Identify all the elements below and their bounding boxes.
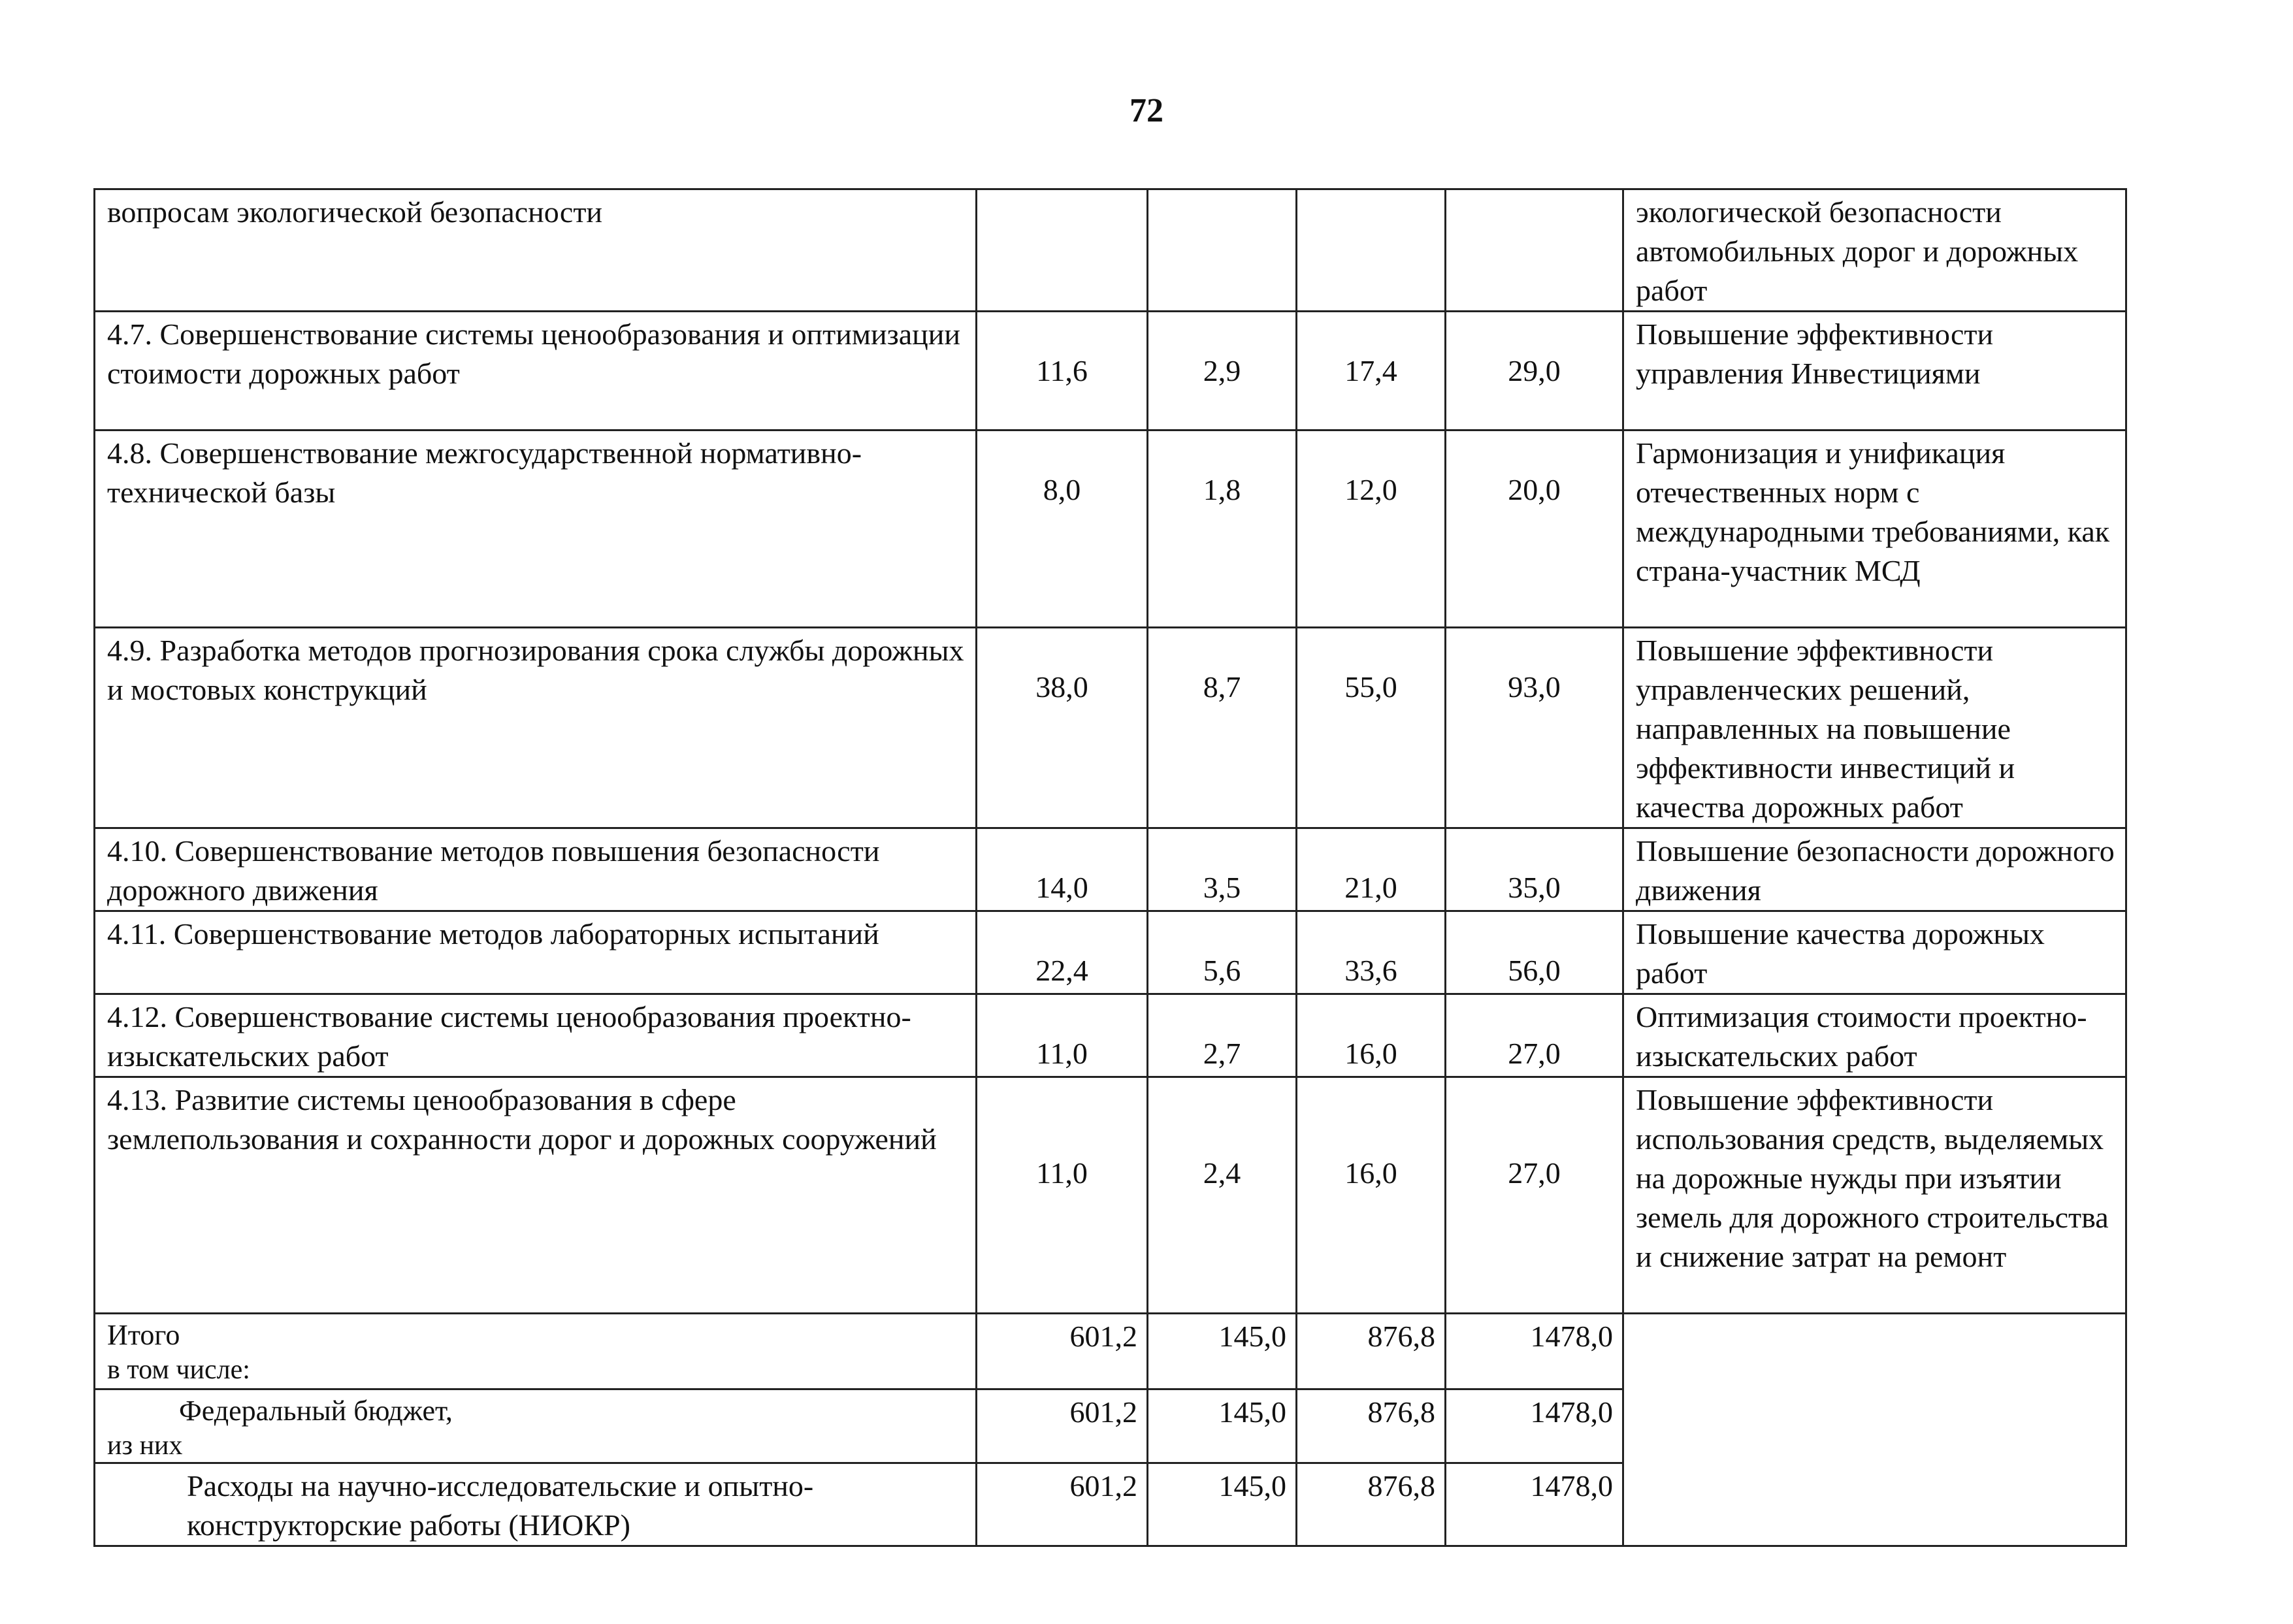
totals-value-1: 601,2	[977, 1314, 1148, 1389]
table-row	[95, 994, 2126, 1077]
totals-value-4: 1478,0	[1446, 1314, 1623, 1389]
row-value-2: 2,9	[1148, 312, 1297, 430]
page-number: 72	[1130, 92, 1163, 129]
row-value-1	[977, 189, 1148, 312]
row-name: 4.7. Совершенствование системы ценообразования и оптимизации стоимости дорожных работ	[95, 312, 977, 430]
row-name: 4.10. Совершенствование методов повышения безопасности дорожного движения	[95, 828, 977, 911]
row-result: Оптимизация стоимости проектно-изыскательских работ	[1623, 994, 2126, 1077]
federal-budget-value-4: 1478,0	[1446, 1389, 1623, 1463]
row-value-3: 16,0	[1297, 994, 1446, 1077]
row-name: 4.12. Совершенствование системы ценообразования проектно-изыскательских работ	[95, 994, 977, 1077]
totals-row	[95, 1314, 2126, 1389]
federal-budget-value-1: 601,2	[977, 1389, 1148, 1463]
row-value-4: 29,0	[1446, 312, 1623, 430]
totals-value-2: 145,0	[1148, 1314, 1297, 1389]
totals-label: Итого	[107, 1319, 180, 1351]
table-row	[95, 911, 2126, 994]
row-result: экологической безопасности автомобильных дорог и дорожных работ	[1623, 189, 2126, 312]
totals-value-3: 876,8	[1297, 1314, 1446, 1389]
row-value-4: 27,0	[1446, 1077, 1623, 1314]
niokr-label: Расходы на научно-исследовательские и опытно-конструкторские работы (НИОКР)	[95, 1463, 977, 1546]
row-value-1: 14,0	[977, 828, 1148, 911]
row-value-3: 17,4	[1297, 312, 1446, 430]
niokr-value-4: 1478,0	[1446, 1463, 1623, 1546]
row-value-2: 1,8	[1148, 430, 1297, 628]
totals-label-cell	[95, 1314, 977, 1389]
row-value-3: 12,0	[1297, 430, 1446, 628]
row-name: 4.8. Совершенствование межгосударственной нормативно-технической базы	[95, 430, 977, 628]
row-name: вопросам экологической безопасности	[95, 189, 977, 312]
row-value-3: 21,0	[1297, 828, 1446, 911]
table-row	[95, 189, 2126, 312]
row-value-1: 11,0	[977, 1077, 1148, 1314]
row-value-4	[1446, 189, 1623, 312]
row-value-2: 2,4	[1148, 1077, 1297, 1314]
row-value-2: 3,5	[1148, 828, 1297, 911]
row-result: Повышение эффективности управленческих решений, направленных на повышение эффективности инвестиций и качества дорожных работ	[1623, 628, 2126, 828]
row-value-4: 56,0	[1446, 911, 1623, 994]
table-row	[95, 828, 2126, 911]
federal-budget-label-cell	[95, 1389, 977, 1463]
program-table-container	[93, 188, 2125, 1547]
row-result: Повышение эффективности использования средств, выделяемых на дорожные нужды при изъятии земель для дорожного строительства и снижение затрат на ремонт	[1623, 1077, 2126, 1314]
table-row	[95, 312, 2126, 430]
row-value-2: 8,7	[1148, 628, 1297, 828]
federal-budget-sub-label: из них	[107, 1431, 183, 1461]
row-result: Повышение эффективности управления Инвестициями	[1623, 312, 2126, 430]
row-name: 4.9. Разработка методов прогнозирования срока службы дорожных и мостовых конструкций	[95, 628, 977, 828]
row-value-4: 27,0	[1446, 994, 1623, 1077]
row-value-1: 11,6	[977, 312, 1148, 430]
row-value-4: 35,0	[1446, 828, 1623, 911]
row-value-2: 2,7	[1148, 994, 1297, 1077]
row-name: 4.11. Совершенствование методов лабораторных испытаний	[95, 911, 977, 994]
row-value-1: 38,0	[977, 628, 1148, 828]
row-name: 4.13. Развитие системы ценообразования в сфере землепользования и сохранности дорог и дорожных сооружений	[95, 1077, 977, 1314]
table-row	[95, 628, 2126, 828]
federal-budget-value-2: 145,0	[1148, 1389, 1297, 1463]
row-value-3: 55,0	[1297, 628, 1446, 828]
niokr-value-1: 601,2	[977, 1463, 1148, 1546]
table-row	[95, 430, 2126, 628]
row-value-2: 5,6	[1148, 911, 1297, 994]
row-result: Повышение безопасности дорожного движения	[1623, 828, 2126, 911]
row-value-3: 33,6	[1297, 911, 1446, 994]
totals-sub-label: в том числе:	[107, 1355, 250, 1385]
row-value-1: 8,0	[977, 430, 1148, 628]
federal-budget-value-3: 876,8	[1297, 1389, 1446, 1463]
row-value-4: 20,0	[1446, 430, 1623, 628]
niokr-value-2: 145,0	[1148, 1463, 1297, 1546]
table-row	[95, 1077, 2126, 1314]
row-value-1: 22,4	[977, 911, 1148, 994]
row-result: Повышение качества дорожных работ	[1623, 911, 2126, 994]
federal-budget-label: Федеральный бюджет,	[179, 1395, 453, 1427]
row-value-1: 11,0	[977, 994, 1148, 1077]
row-value-2	[1148, 189, 1297, 312]
program-table	[93, 188, 2127, 1547]
row-value-3: 16,0	[1297, 1077, 1446, 1314]
row-value-4: 93,0	[1446, 628, 1623, 828]
niokr-value-3: 876,8	[1297, 1463, 1446, 1546]
row-result: Гармонизация и унификация отечественных норм с международными требованиями, как страна-участник МСД	[1623, 430, 2126, 628]
totals-empty-result	[1623, 1314, 2126, 1546]
row-value-3	[1297, 189, 1446, 312]
